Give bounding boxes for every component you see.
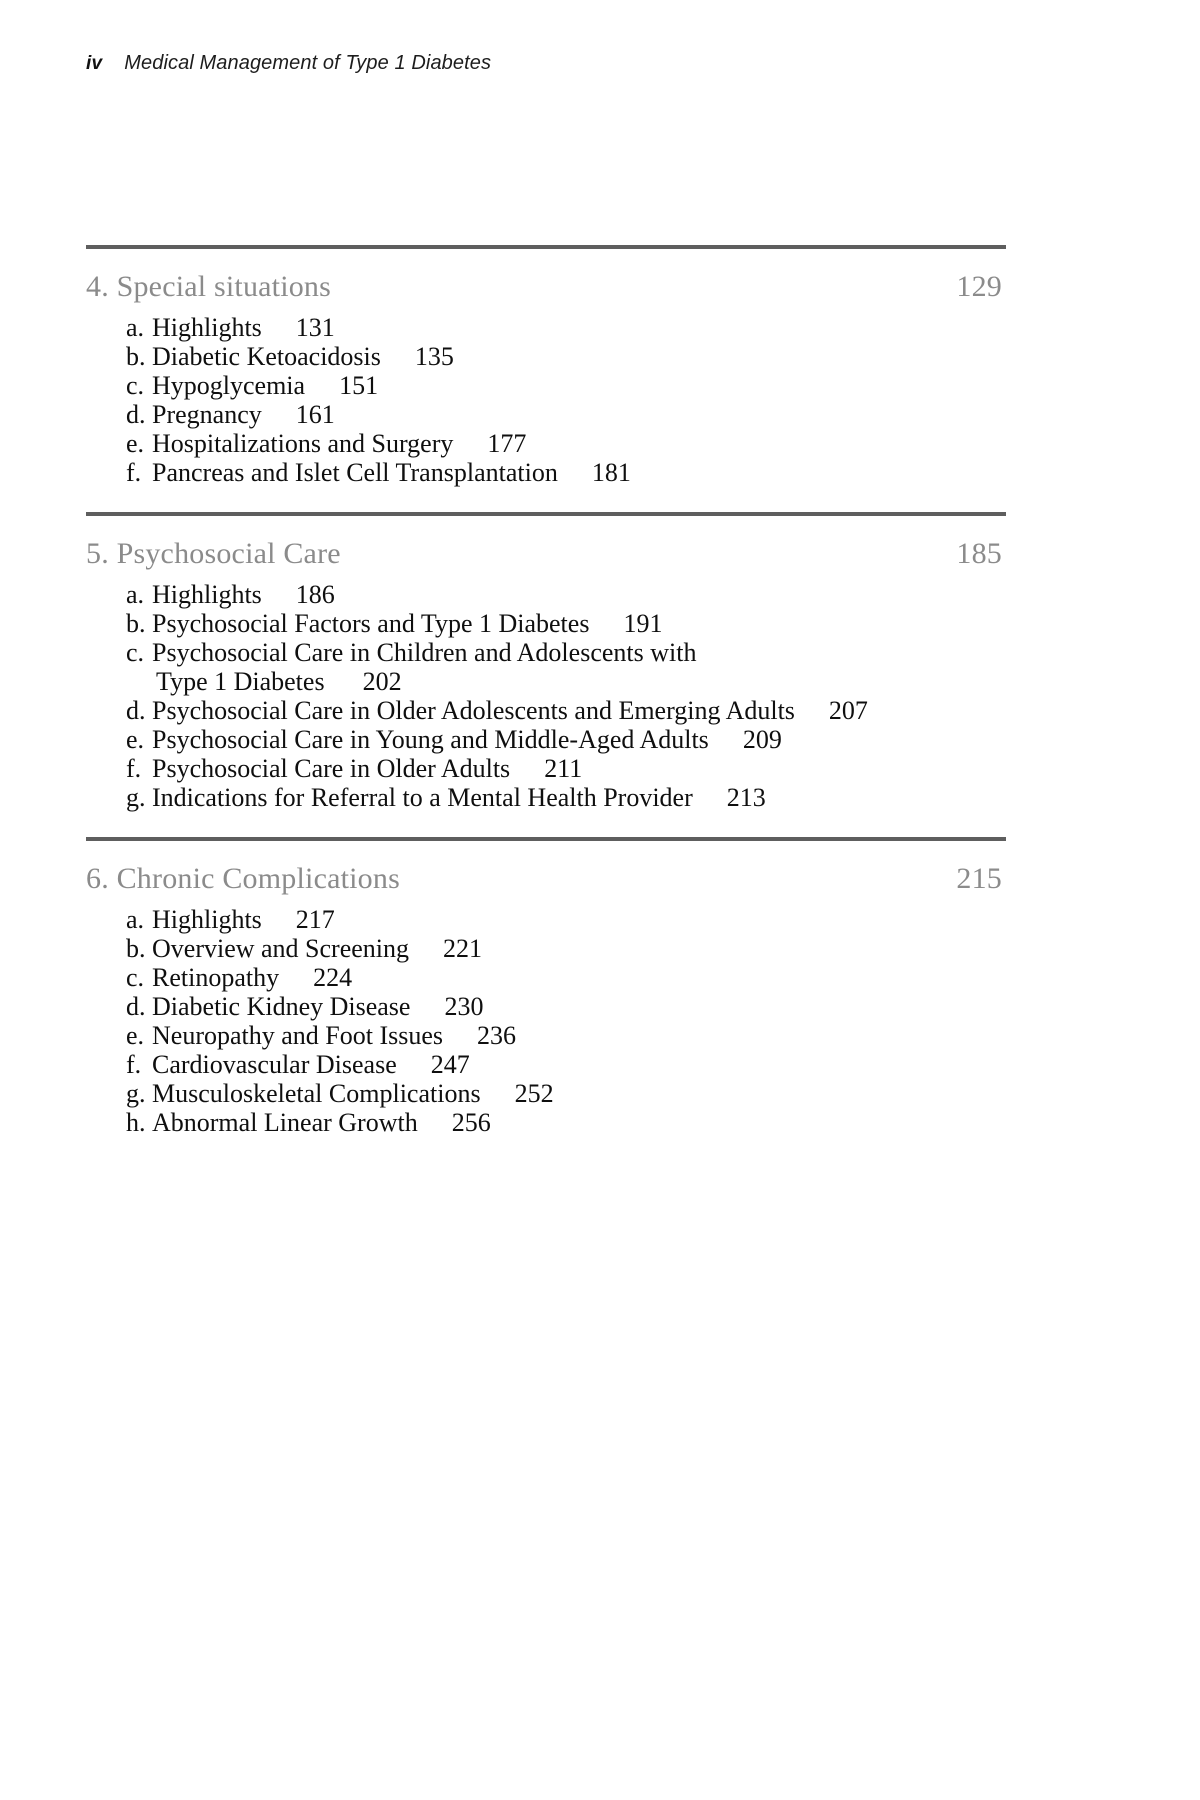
toc-section-heading[interactable] <box>86 270 1006 304</box>
toc-entry-line <box>126 725 782 754</box>
toc-entry-line <box>126 992 483 1021</box>
running-title: Medical Management of Type 1 Diabetes <box>124 52 492 74</box>
toc-entry-label: g. <box>126 782 146 812</box>
toc-entry-line <box>126 580 335 609</box>
toc-entry-page-number: 211 <box>544 753 583 783</box>
toc-entry[interactable] <box>86 1021 1006 1050</box>
toc-entry-label: b. <box>126 341 146 371</box>
toc-entry-line <box>126 609 662 638</box>
toc-entry-title: Highlights <box>152 904 262 934</box>
toc-entry[interactable] <box>86 905 1006 934</box>
toc-entry-title: Hypoglycemia <box>152 370 306 400</box>
toc-entry-title: Diabetic Kidney Disease <box>152 991 411 1021</box>
toc-entry-line <box>126 313 335 342</box>
toc-entry-page-number: 221 <box>443 933 483 963</box>
toc-entry-list <box>86 313 1006 512</box>
toc-section-page-number: 185 <box>956 536 1002 570</box>
toc-section <box>86 512 1006 837</box>
toc-entry-label: a. <box>126 904 145 934</box>
toc-section-heading[interactable] <box>86 537 1006 571</box>
toc-entry-label: c. <box>126 370 145 400</box>
toc-entry-label: h. <box>126 1107 146 1137</box>
toc-entry-line <box>126 1108 491 1137</box>
toc-entry-label: d. <box>126 399 146 429</box>
toc-entry-page-number: 181 <box>591 457 631 487</box>
toc-section-page-number: 129 <box>956 270 1002 303</box>
toc-entry-page-number: 213 <box>726 782 766 812</box>
toc-entry-page-number: 202 <box>362 666 402 696</box>
toc-entry-title: Abnormal Linear Growth <box>152 1107 418 1137</box>
toc-entry-title: Psychosocial Care in Older Adults <box>152 753 511 783</box>
toc-entry-title: Psychosocial Care in Children and Adolescents with <box>152 637 697 667</box>
toc-entry-label: c. <box>126 637 145 667</box>
toc-entry[interactable] <box>86 725 1006 754</box>
toc-entry-page-number: 135 <box>414 341 454 371</box>
toc-entry-page-number: 217 <box>295 904 335 934</box>
toc-entry-line <box>126 1021 516 1050</box>
toc-entry-page-number: 256 <box>451 1107 491 1137</box>
toc-entry-label: e. <box>126 724 145 754</box>
toc-entry-page-number: 161 <box>295 399 335 429</box>
toc-entry-title: Pregnancy <box>152 399 262 429</box>
toc-entry-title: Diabetic Ketoacidosis <box>152 341 381 371</box>
toc-entry[interactable] <box>86 429 1006 458</box>
toc-entry-title: Highlights <box>152 579 262 609</box>
toc-entry-line <box>126 905 335 934</box>
toc-entry[interactable] <box>86 458 1006 487</box>
toc-entry-label: d. <box>126 695 146 725</box>
toc-entry-title: Neuropathy and Foot Issues <box>152 1020 444 1050</box>
toc-entry-line <box>126 400 335 429</box>
toc-entry-title: Psychosocial Care in Older Adolescents and Emerging Adults <box>152 695 795 725</box>
toc-entry-title: Highlights <box>152 313 262 342</box>
toc-entry-page-number: 209 <box>742 724 782 754</box>
toc-entry[interactable] <box>86 1108 1006 1137</box>
toc-entry-title: Psychosocial Factors and Type 1 Diabetes <box>152 608 590 638</box>
toc-entry[interactable] <box>86 400 1006 429</box>
toc-entry-title: Pancreas and Islet Cell Transplantation <box>152 457 558 487</box>
toc-entry-line <box>126 783 766 812</box>
toc-entry-label: e. <box>126 1020 145 1050</box>
toc-entry-title: Psychosocial Care in Young and Middle-Aged Adults <box>152 724 709 754</box>
toc-entry[interactable] <box>86 963 1006 992</box>
toc-entry-line <box>126 371 378 400</box>
toc-entry[interactable] <box>86 313 1006 342</box>
toc-entry-label: b. <box>126 933 146 963</box>
toc-entry[interactable] <box>86 1050 1006 1079</box>
toc-entry-line <box>126 458 631 487</box>
section-divider-rule <box>86 512 1006 516</box>
toc-entry-title: Musculoskeletal Complications <box>152 1078 481 1108</box>
toc-entry-page-number: 236 <box>477 1020 517 1050</box>
toc-entry-title: Retinopathy <box>152 962 280 992</box>
toc-entry-title: Hospitalizations and Surgery <box>152 428 454 458</box>
toc-section-title: 4. Special situations <box>86 270 332 303</box>
toc-entry-line <box>126 429 526 458</box>
toc-entry[interactable] <box>86 609 1006 638</box>
toc-entry-title: Cardiovascular Disease <box>152 1049 397 1079</box>
toc-entry-page-number: 151 <box>339 370 379 400</box>
toc-section <box>86 837 1006 1137</box>
toc-entry-title-continuation <box>126 667 1006 696</box>
toc-entry-label: a. <box>126 313 145 342</box>
toc-entry[interactable] <box>86 371 1006 400</box>
toc-entry-label: b. <box>126 608 146 638</box>
toc-entry-title: Indications for Referral to a Mental Health Provider <box>152 782 693 812</box>
toc-entry[interactable] <box>86 696 1006 725</box>
toc-entry[interactable] <box>86 342 1006 371</box>
toc-entry-title-wrapped: Type 1 Diabetes <box>156 666 325 696</box>
toc-entry[interactable] <box>86 1079 1006 1108</box>
toc-entry-label: c. <box>126 962 145 992</box>
toc-entry-label: e. <box>126 428 145 458</box>
toc-entry-line <box>126 754 582 783</box>
toc-entry[interactable] <box>86 638 1006 696</box>
toc-entry[interactable] <box>86 754 1006 783</box>
toc-entry-line <box>126 1050 470 1079</box>
toc-entry-list <box>86 580 1006 837</box>
toc-entry-label: f. <box>126 457 142 487</box>
toc-entry[interactable] <box>86 934 1006 963</box>
page-folio: iv <box>86 53 103 74</box>
toc-section <box>86 245 1006 512</box>
toc-entry-page-number: 131 <box>295 313 335 342</box>
table-of-contents <box>86 245 1006 1137</box>
toc-entry-page-number: 207 <box>828 695 868 725</box>
toc-entry-page-number: 224 <box>313 962 353 992</box>
toc-entry-label: f. <box>126 1049 142 1079</box>
toc-section-title: 5. Psychosocial Care <box>86 536 341 570</box>
running-head <box>86 52 491 75</box>
toc-entry-page-number: 191 <box>623 608 663 638</box>
toc-entry-line <box>126 696 868 725</box>
section-divider-rule <box>86 245 1006 249</box>
toc-entry-page-number: 177 <box>487 428 527 458</box>
toc-entry-line <box>126 342 454 371</box>
toc-entry-line <box>126 638 696 667</box>
section-divider-rule <box>86 837 1006 841</box>
toc-entry-label: d. <box>126 991 146 1021</box>
toc-entry[interactable] <box>86 992 1006 1021</box>
toc-entry[interactable] <box>86 783 1006 812</box>
toc-entry-line <box>126 934 482 963</box>
toc-entry-line <box>126 1079 554 1108</box>
toc-entry-page-number: 230 <box>444 991 484 1021</box>
toc-entry-page-number: 247 <box>430 1049 470 1079</box>
toc-entry-label: a. <box>126 579 145 609</box>
toc-section-title: 6. Chronic Complications <box>86 861 400 895</box>
toc-entry-line <box>126 963 352 992</box>
toc-section-page-number: 215 <box>956 861 1002 895</box>
toc-entry-page-number: 252 <box>514 1078 554 1108</box>
toc-entry-title: Overview and Screening <box>152 933 410 963</box>
toc-entry[interactable] <box>86 580 1006 609</box>
toc-entry-list <box>86 905 1006 1137</box>
toc-entry-label: g. <box>126 1078 146 1108</box>
toc-entry-page-number: 186 <box>295 579 335 609</box>
toc-section-heading[interactable] <box>86 862 1006 896</box>
toc-entry-label: f. <box>126 753 142 783</box>
